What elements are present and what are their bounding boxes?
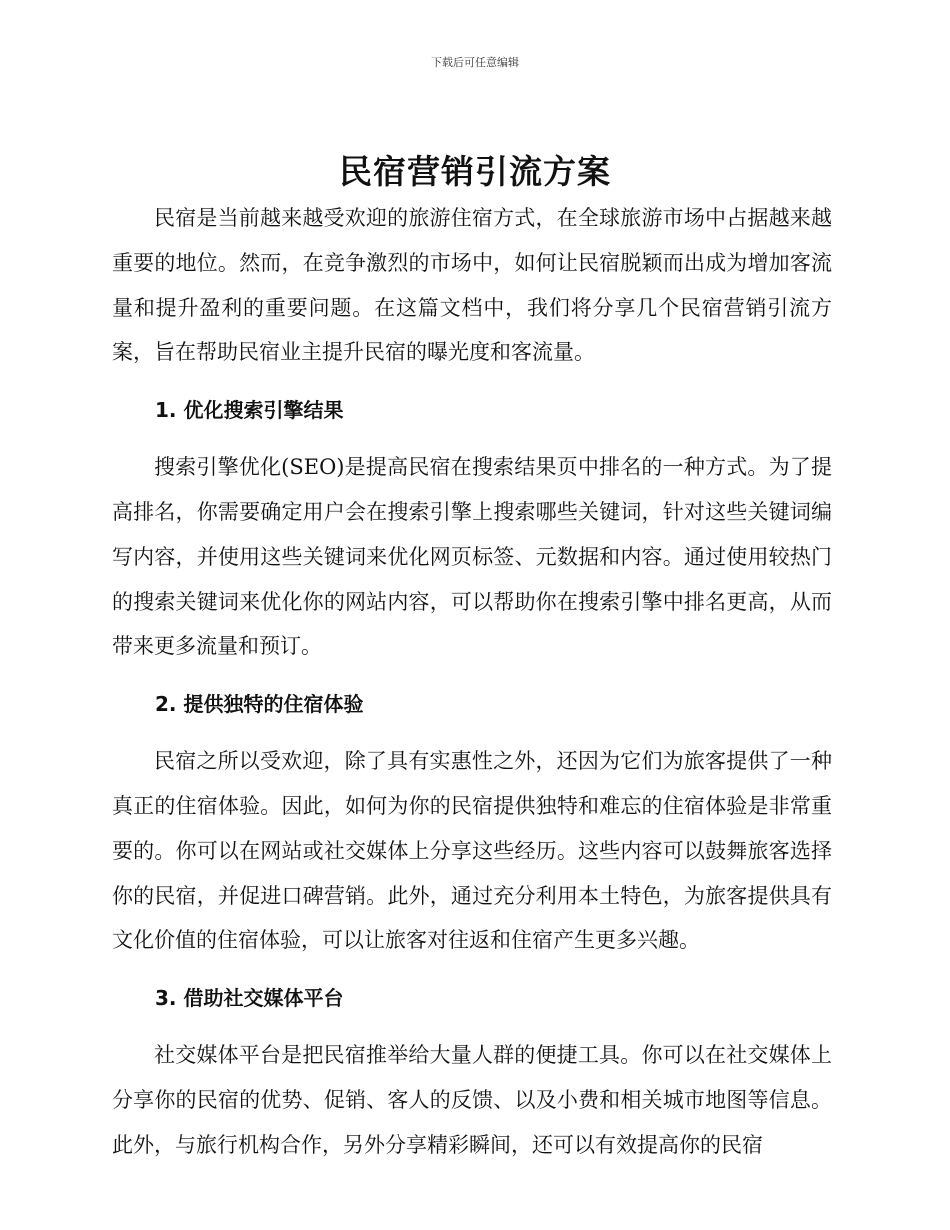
section-heading-3: 3. 借助社交媒体平台 [155,986,344,1011]
document-title: 民宿营销引流方案 [339,152,611,191]
intro-paragraph: 民宿是当前越来越受欢迎的旅游住宿方式，在全球旅游市场中占据越来越重要的地位。然而，在竞争激烈的市场中，如何让民宿脱颖而出成为增加客流量和提升盈利的重要问题。在这篇文档中，我们将分享几个民宿营销引流方案，旨在帮助民宿业主提升民宿的曝光度和客流量。 [112,206,832,365]
document-body [112,196,832,1168]
section-body-3: 社交媒体平台是把民宿推举给大量人群的便捷工具。你可以在社交媒体上分享你的民宿的优势、促销、客人的反馈、以及小费和相关城市地图等信息。此外，与旅行机构合作，另外分享精彩瞬间，还可以有效提高你的民宿 [112,1043,832,1157]
page-header-note: 下载后可任意编辑 [431,56,519,69]
section-heading-1: 1. 优化搜索引擎结果 [155,398,344,423]
section-heading-2: 2. 提供独特的住宿体验 [155,692,364,717]
section-body-1: 搜索引擎优化(SEO)是提高民宿在搜索结果页中排名的一种方式。为了提高排名，你需要确定用户会在搜索引擎上搜索哪些关键词，针对这些关键词编写内容，并使用这些关键词来优化网页标签、元数据和内容。通过使用较热门的搜索关键词来优化你的网站内容，可以帮助你在搜索引擎中排名更高，从而带来更多流量和预订。 [112,455,832,659]
section-body-2: 民宿之所以受欢迎，除了具有实惠性之外，还因为它们为旅客提供了一种真正的住宿体验。因此，如何为你的民宿提供独特和难忘的住宿体验是非常重要的。你可以在网站或社交媒体上分享这些经历。这些内容可以鼓舞旅客选择你的民宿，并促进口碑营销。此外，通过充分利用本土特色，为旅客提供具有文化价值的住宿体验，可以让旅客对往返和住宿产生更多兴趣。 [112,749,832,953]
